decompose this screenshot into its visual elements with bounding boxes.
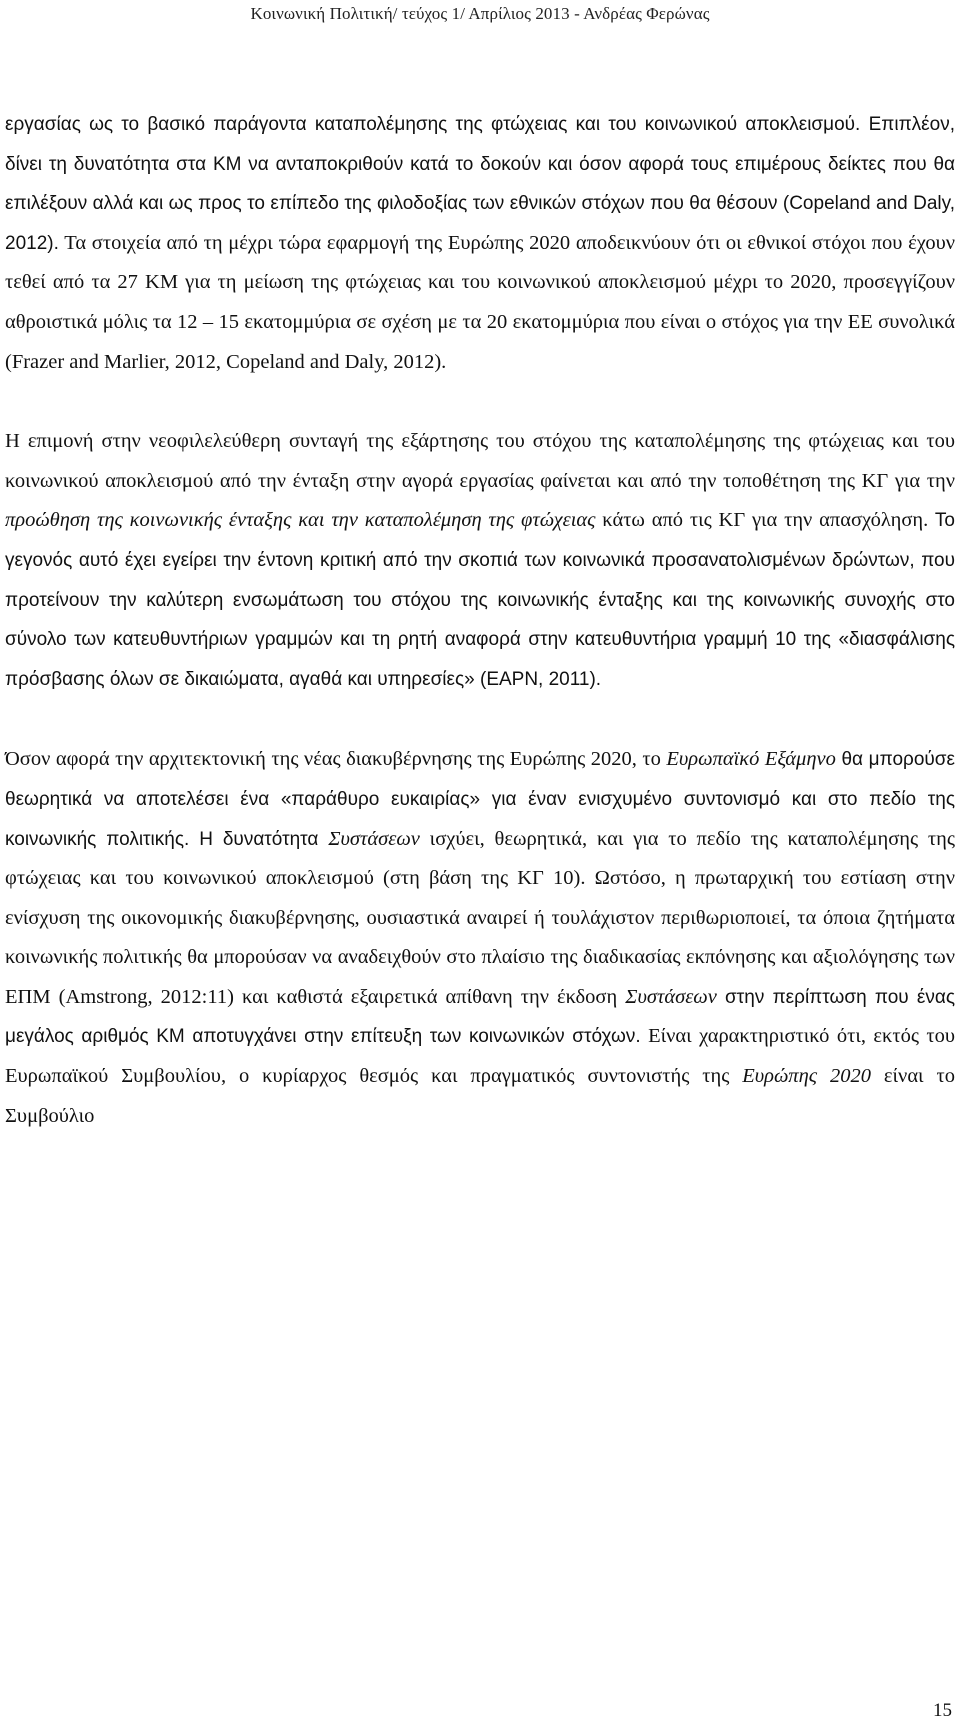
paragraph-1-sentences-sans: εργασίας ως το βασικό παράγοντα καταπολέμησης της φτώχειας και του κοινωνικού αποκλεισμού. Επιπλέον, δίνει τη δυνατότητα στα ΚΜ να ανταποκριθούν κατά το δοκούν και όσον αφορά τους επιμέρους δείκτες που θα επιλέξουν αλλά και ως προς το επίπεδο της φιλοδοξίας των εθνικών στόχων που θα θέσουν (Copeland and Daly, 2012). — [5, 114, 955, 254]
paragraph-3-part: ισχύει, θεωρητικά, και για το πεδίο της καταπολέμησης της φτώχειας και του κοινωνικού αποκλεισμού (στη βάση της ΚΓ 10). — [5, 827, 955, 890]
paragraph-2-part: Η επιμονή στην νεοφιλελεύθερη συνταγή της εξάρτησης του στόχου της καταπολέμησης της φτώχειας και του κοινωνικού αποκλεισμού από την ένταξη στην αγορά εργασίας φαίνεται και από την τοποθέτηση της ΚΓ για την — [5, 430, 955, 492]
paragraph-3-part: Ωστόσο, η πρωταρχική του εστίαση στην ενίσχυση της οικονομικής διακυβέρνησης, ουσιαστικά αναιρεί ή τουλάχιστον περιθωριοποιεί, τα όποια ζητήματα κοινωνικής πολιτικής θα μπορούσαν να αναδειχθούν στο πλαίσιο της διαδικασίας εκπόνησης και αξιολόγησης των ΕΠΜ (Amstrong, 2012:11) και καθιστά εξαιρετικά απίθανη την έκδοση — [5, 867, 956, 1008]
paragraph-3-part: Όσον αφορά την αρχιτεκτονική της νέας διακυβέρνησης της Ευρώπης 2020, το — [5, 748, 667, 771]
paragraph-2-italic-phrase: προώθηση της κοινωνικής ένταξης και την καταπολέμηση της φτώχειας — [5, 509, 596, 532]
paragraph-3-part-sans: στην περίπτωση που ένας μεγάλος αριθμός ΚΜ αποτυγχάνει στην επίτευξη των κοινωνικών στόχων. — [5, 986, 955, 1048]
paragraph-3 — [5, 740, 955, 1136]
paragraph-3-italic-term: Συστάσεων — [625, 985, 717, 1008]
paragraph-3-italic-term: Συστάσεων — [328, 827, 420, 850]
paragraph-3-part-sans: θα μπορούσε θεωρητικά να αποτελέσει ένα «παράθυρο ευκαιρίας» για έναν ενισχυμένο συντονισμό και στο πεδίο της κοινωνικής πολιτικής. — [5, 749, 955, 850]
paragraph-3-part: Είναι χαρακτηριστικό ότι, εκτός του Ευρωπαϊκού Συμβουλίου, ο κυρίαρχος θεσμός και πραγματικός συντονιστής της — [5, 1025, 956, 1088]
paragraph-3-italic-term: Ευρώπης 2020 — [742, 1065, 871, 1088]
paragraph-1 — [5, 105, 955, 382]
paragraph-2-part: κάτω από τις ΚΓ για την απασχόληση. — [595, 509, 929, 532]
paragraph-3-italic-term: Ευρωπαϊκό Εξάμηνο — [666, 748, 836, 771]
page-number: 15 — [933, 1700, 952, 1721]
paragraph-1-sentences-serif: Τα στοιχεία από τη μέχρι τώρα εφαρμογή της Ευρώπης 2020 αποδεικνύουν ότι οι εθνικοί στόχοι που έχουν τεθεί από τα 27 ΚΜ για τη μείωση της φτώχειας και του κοινωνικού αποκλεισμού μέχρι το 2020, προσεγγίζουν αθροιστικά μόλις τα 12 – 15 εκατομμύρια σε σχέση με τα 20 εκατομμύρια που είναι ο στόχος για την ΕΕ συνολικά (Frazer and Marlier, 2012, Copeland and Daly, 2012). — [5, 231, 956, 373]
document-body — [0, 105, 960, 1136]
paragraph-2-part-sans: Το γεγονός αυτό έχει εγείρει την έντονη κριτική από την σκοπιά των κοινωνικά προσανατολισμένων δρώντων, που προτείνουν την καλύτερη ενσωμάτωση του στόχου της κοινωνικής ένταξης και της κοινωνικής συνοχής στο σύνολο των κατευθυντήριων γραμμών και τη ρητή αναφορά στην κατευθυντήρια γραμμή 10 της «διασφάλισης πρόσβασης όλων σε δικαιώματα, αγαθά και υπηρεσίες» (EAPN, 2011). — [5, 510, 955, 690]
paragraph-3-part-sans: Η δυνατότητα — [189, 828, 329, 850]
paragraph-3-part: είναι το Συμβούλιο — [5, 1065, 955, 1127]
paragraph-2 — [5, 422, 955, 699]
running-header: Κοινωνική Πολιτική/ τεύχος 1/ Απρίλιος 2013 - Ανδρέας Φερώνας — [250, 4, 710, 23]
